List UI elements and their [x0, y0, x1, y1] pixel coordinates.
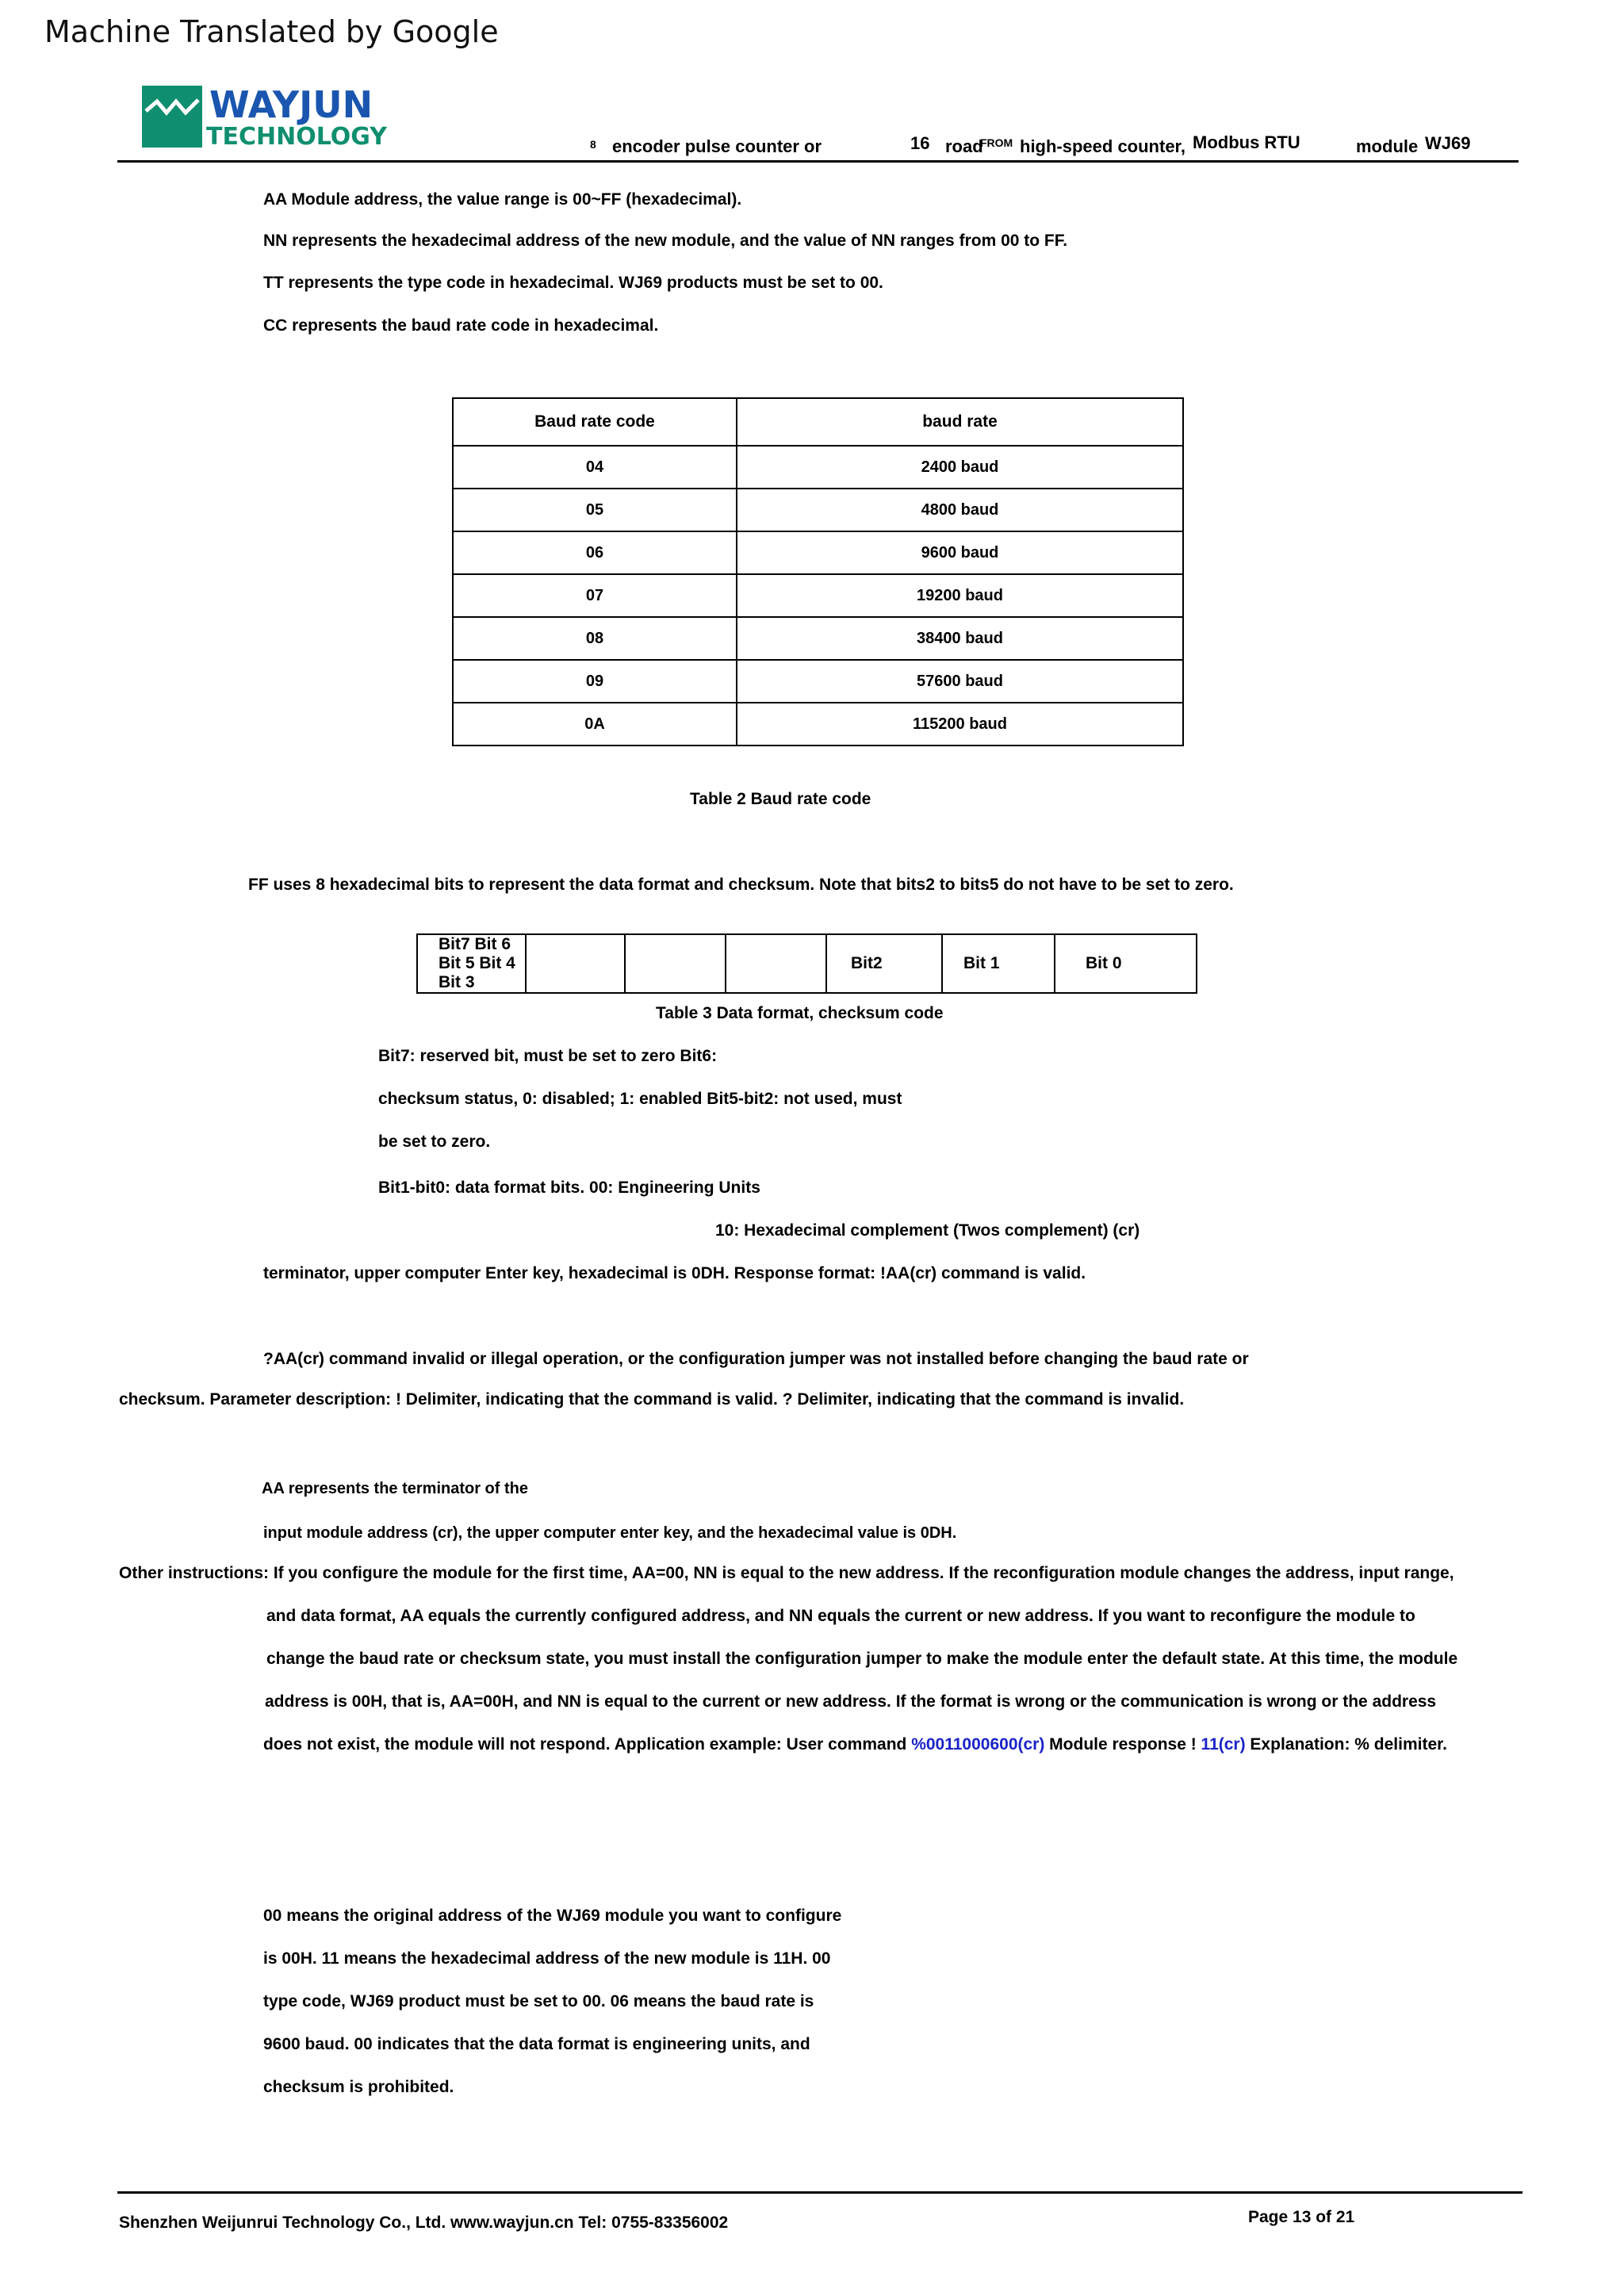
cell-rate: 2400 baud: [737, 446, 1183, 489]
table-row: [453, 703, 1183, 746]
table-row: [453, 531, 1183, 574]
param-tt: TT represents the type code in hexadecimal. WJ69 products must be set to 00.: [263, 274, 883, 292]
cell-bits-7-3: Bit7 Bit 6 Bit 5 Bit 4 Bit 3: [417, 934, 526, 993]
example-line2: is 00H. 11 means the hexadecimal address of the new module is 11H. 00: [263, 1949, 831, 1968]
baud-table-caption: Table 2 Baud rate code: [690, 790, 871, 808]
bit-desc-line3: be set to zero.: [378, 1133, 491, 1151]
body-line8: change the baud rate or checksum state, you must install the configuration jumper to make the module enter the default state. At this time, the module: [266, 1650, 1458, 1668]
body-line5: input module address (cr), the upper computer enter key, and the hexadecimal value is 0DH.: [263, 1524, 957, 1542]
cell-rate: 38400 baud: [737, 617, 1183, 660]
table-row: [453, 574, 1183, 617]
table-row: [453, 489, 1183, 531]
cell-rate: 57600 baud: [737, 660, 1183, 703]
bits-table-caption: Table 3 Data format, checksum code: [656, 1004, 944, 1022]
cell-rate: 19200 baud: [737, 574, 1183, 617]
wayjun-logo: [138, 76, 409, 155]
table-row: [453, 446, 1183, 489]
cell-empty: [526, 934, 625, 993]
header-road: road: [945, 136, 983, 156]
cell-code: 06: [453, 531, 737, 574]
example-line4: 9600 baud. 00 indicates that the data format is engineering units, and: [263, 2035, 810, 2053]
example-line1: 00 means the original address of the WJ69 module you want to configure: [263, 1907, 842, 1925]
footer-company: Shenzhen Weijunrui Technology Co., Ltd. www.wayjun.cn Tel: 0755-83356002: [119, 2214, 729, 2232]
module-response-example: 11(cr): [1201, 1735, 1246, 1754]
body-line1: terminator, upper computer Enter key, hexadecimal is 0DH. Response format: !AA(cr) command is valid.: [263, 1264, 1086, 1282]
user-command-example: %0011000600(cr): [911, 1735, 1045, 1754]
example-line3: type code, WJ69 product must be set to 00. 06 means the baud rate is: [263, 1992, 814, 2010]
baud-rate-table: [452, 397, 1184, 746]
body-line4: AA represents the terminator of the: [262, 1480, 528, 1497]
table-row: [453, 660, 1183, 703]
header-title-part2: high-speed counter,: [1020, 136, 1186, 156]
cell-code: 08: [453, 617, 737, 660]
body-line3: checksum. Parameter description: ! Delimiter, indicating that the command is valid. ? Delimiter, indicating that the command is invalid.: [119, 1390, 1185, 1409]
header-module: module: [1356, 136, 1419, 156]
cell-code: 0A: [453, 703, 737, 746]
cell-empty: [726, 934, 826, 993]
ff-description: FF uses 8 hexadecimal bits to represent the data format and checksum. Note that bits2 to bits5 do not have to be set to zero.: [248, 876, 1234, 894]
svg-text:TECHNOLOGY: TECHNOLOGY: [206, 123, 387, 151]
bit-desc-line2: checksum status, 0: disabled; 1: enabled Bit5-bit2: not used, must: [378, 1090, 902, 1108]
header-modbus: Modbus RTU: [1193, 132, 1300, 152]
cell-code: 05: [453, 489, 737, 531]
body-line7: and data format, AA equals the currently configured address, and NN equals the current or new address. If you want to reconfigure the module to: [266, 1607, 1415, 1625]
machine-translated-banner: Machine Translated by Google: [44, 14, 499, 49]
cell-empty: [625, 934, 726, 993]
header-8: 8: [590, 138, 596, 151]
cell-bit2: Bit2: [826, 934, 942, 993]
cell-code: 07: [453, 574, 737, 617]
header-title-part1: encoder pulse counter or: [612, 136, 822, 156]
bit-desc-line1: Bit7: reserved bit, must be set to zero Bit6:: [378, 1047, 718, 1065]
table-row: [417, 934, 1197, 993]
cell-bit0: Bit 0: [1055, 934, 1197, 993]
cell-bit1: Bit 1: [942, 934, 1055, 993]
example-line5: checksum is prohibited.: [263, 2078, 454, 2096]
page-number: Page 13 of 21: [1248, 2208, 1355, 2226]
param-cc: CC represents the baud rate code in hexadecimal.: [263, 316, 659, 335]
cell-rate: 9600 baud: [737, 531, 1183, 574]
data-format-bits-table: [416, 933, 1197, 994]
cell-rate: 4800 baud: [737, 489, 1183, 531]
bit-desc-line4: Bit1-bit0: data format bits. 00: Engineering Units: [378, 1179, 760, 1197]
cell-code: 04: [453, 446, 737, 489]
svg-text:WAYJUN: WAYJUN: [209, 83, 373, 126]
col-header-rate: baud rate: [737, 398, 1183, 446]
param-nn: NN represents the hexadecimal address of the new module, and the value of NN ranges from 00 to FF.: [263, 232, 1068, 250]
col-header-code: Baud rate code: [453, 398, 737, 446]
param-aa: AA Module address, the value range is 00~FF (hexadecimal).: [263, 190, 742, 209]
header-from: FROM: [980, 136, 1013, 149]
table-header-row: [453, 398, 1183, 446]
body-line6: Other instructions: If you configure the module for the first time, AA=00, NN is equal to the new address. If the reconfiguration module changes the address, input range,: [119, 1564, 1454, 1582]
header-rule: [117, 160, 1519, 163]
body-line10: does not exist, the module will not respond. Application example: User command %0011000600(cr) Module response ! 11(cr) Explanation: % delimiter.: [263, 1735, 1447, 1754]
cell-rate: 115200 baud: [737, 703, 1183, 746]
header-model: WJ69: [1425, 133, 1471, 153]
body-line9: address is 00H, that is, AA=00H, and NN is equal to the current or new address. If the format is wrong or the communication is wrong or the address: [265, 1692, 1437, 1711]
bit-desc-line5: 10: Hexadecimal complement (Twos complement) (cr): [715, 1221, 1140, 1240]
table-row: [453, 617, 1183, 660]
footer-rule: [117, 2191, 1522, 2194]
body-line2: ?AA(cr) command invalid or illegal operation, or the configuration jumper was not installed before changing the baud rate or: [263, 1350, 1249, 1368]
header-16: 16: [910, 133, 930, 153]
cell-code: 09: [453, 660, 737, 703]
